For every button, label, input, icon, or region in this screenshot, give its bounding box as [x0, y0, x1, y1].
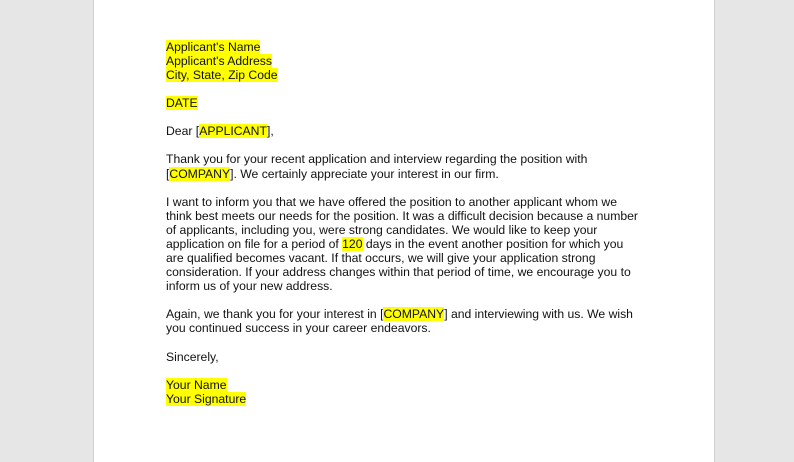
date-placeholder: DATE [166, 96, 198, 111]
para2-line: inform us of your new address. [166, 279, 333, 294]
closing [166, 350, 646, 364]
paragraph-decision [166, 195, 646, 294]
para2-line: of applicants, including you, were strong candidates. We would like to keep your [166, 222, 598, 237]
company-placeholder: COMPANY [383, 307, 445, 322]
company-placeholder: COMPANY [169, 166, 231, 181]
para3-suffix: ] and interviewing with us. We wish [444, 307, 633, 322]
date-line [166, 96, 646, 110]
applicant-address-block [166, 40, 646, 82]
greeting [166, 124, 646, 138]
closing-text: Sincerely, [166, 349, 219, 364]
para2-line: think best meets our needs for the position. It was a difficult decision because a number [166, 208, 638, 223]
letter-body[interactable] [166, 40, 646, 420]
applicant-name-placeholder: Applicant's Name [166, 40, 261, 54]
para1-prefix: [ [166, 166, 170, 181]
para2-line: are qualified becomes vacant. If that occurs, we will give your application strong [166, 251, 596, 266]
applicant-address-placeholder: Applicant's Address [166, 54, 272, 69]
your-name-placeholder: Your Name [166, 377, 227, 392]
paragraph-thanks [166, 152, 646, 180]
signature-block [166, 378, 646, 406]
paragraph-closing [166, 307, 646, 335]
para3-prefix: Again, we thank you for your interest in [ [166, 307, 384, 322]
para1-suffix: ]. We certainly appreciate your interest in our firm. [230, 166, 499, 181]
para3-line: you continued success in your career endeavors. [166, 321, 431, 336]
para2-prefix: application on file for a period of [166, 236, 343, 251]
para1-line: Thank you for your recent application and interview regarding the position with [166, 152, 588, 167]
applicant-placeholder: APPLICANT [199, 124, 267, 139]
para2-line: I want to inform you that we have offered the position to another applicant whom we [166, 194, 617, 209]
para2-suffix: days in the event another position for which you [362, 236, 624, 251]
greeting-suffix: ], [266, 124, 274, 139]
your-signature-placeholder: Your Signature [166, 391, 247, 406]
greeting-prefix: Dear [ [166, 124, 200, 139]
city-state-zip-placeholder: City, State, Zip Code [166, 68, 278, 83]
days-placeholder: 120 [342, 236, 363, 251]
para2-line: consideration. If your address changes within that period of time, we encourage you to [166, 265, 631, 280]
document-page [93, 0, 715, 462]
